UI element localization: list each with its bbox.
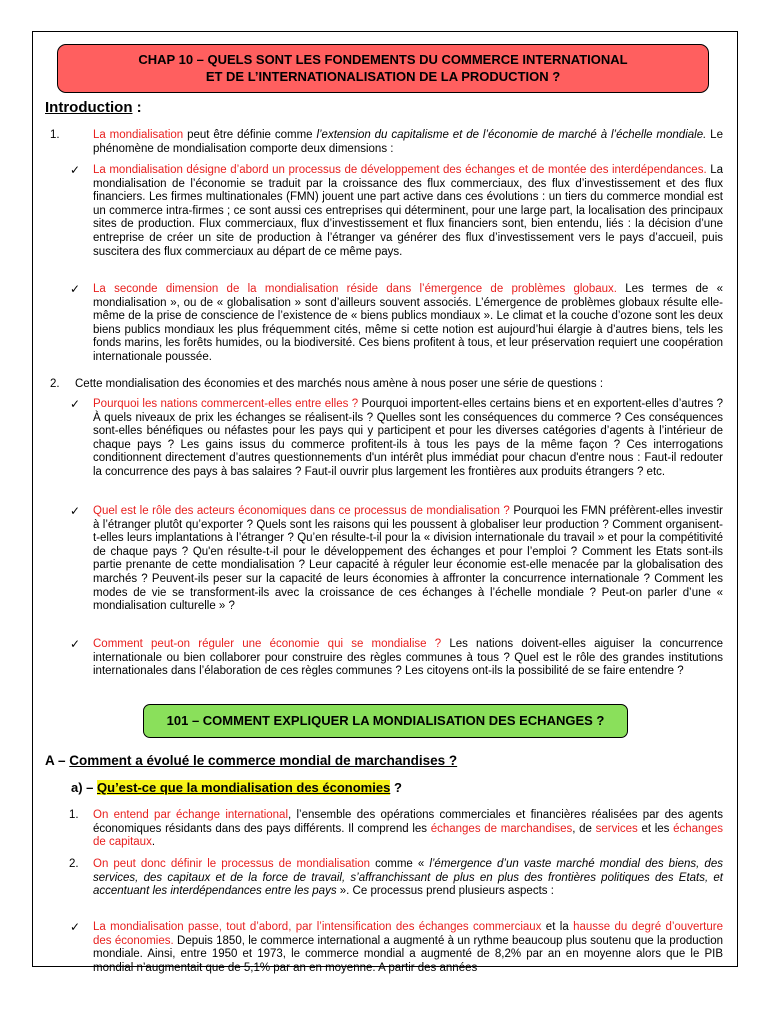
- bullet-5-paragraph: Comment peut-on réguler une économie qui se mondialise ? Les nations doivent-elles aiguiser la concurrence internationale ou bien collaborer pour construire des règles communes à tous ? Quel est le rôle des grandes institutions internationales dans l’élaboration de ces règles communes ? Les citoyens ont-ils la possibilité de se faire entendre ?: [93, 638, 723, 678]
- chapter-title-box: [57, 44, 709, 93]
- section-101-title: 101 – COMMENT EXPLIQUER LA MONDIALISATION DES ECHANGES ?: [143, 704, 628, 738]
- bullet-2-paragraph: La seconde dimension de la mondialisation réside dans l’émergence de problèmes globaux. Les termes de « mondialisation », ou de « globalisation » sont d’ailleurs souvent associés. L’émergence de problèmes globaux résulte elle-même de la prise de conscience de l’existence de « biens publics mondiaux ». Le climat et la couche d’ozone sont les deux biens publics mondiaux les plus fréquemment cités, même si cette notion est aujourd’hui élargie à d’autres biens, tels les fonds marins, les forêts humides, ou la biodiversité. Ces biens profitent à tous, et leur préservation requiert une coopération internationale poussée.: [93, 283, 723, 363]
- section-a-heading: A – Comment a évolué le commerce mondial de marchandises ?: [45, 753, 458, 768]
- bullet-6-paragraph: La mondialisation passe, tout d’abord, par l’intensification des échanges commerciaux et la hausse du degré d’ouverture des économies. Depuis 1850, le commerce international a augmenté à un rythme beaucoup plus soutenu que la production mondiale. Ainsi, entre 1950 et 1973, le commerce mondial a augmenté de 8,2% par an en moyenne alors que le PIB mondial n’augmentait que de 5,1% par an en moyenne. A partir des années: [93, 921, 723, 974]
- check-icon: ✓: [70, 637, 81, 651]
- intro-heading: Introduction :: [45, 99, 142, 116]
- item-1-paragraph: La mondialisation peut être définie comme l’extension du capitalisme et de l’économie de marché à l’échelle mondiale. Le phénomène de mondialisation comporte deux dimensions :: [93, 129, 723, 155]
- check-icon: ✓: [70, 920, 81, 934]
- item-2-number: 2.: [50, 378, 60, 390]
- check-icon: ✓: [70, 282, 81, 296]
- check-icon: ✓: [70, 504, 81, 518]
- chapter-title-line-2: ET DE L’INTERNATIONALISATION DE LA PRODUCTION ?: [205, 69, 561, 84]
- item-1-number: 1.: [50, 129, 60, 141]
- subsection-a-heading: a) – Qu’est-ce que la mondialisation des économies ?: [71, 780, 402, 795]
- item-a2-paragraph: On peut donc définir le processus de mondialisation comme « l’émergence d’un vaste marché mondial des biens, des services, des capitaux et de la force de travail, s’affranchissant de plus en plus des frontières politiques des Etats, et accentuant les interdépendances entre les pays ». Ce processus prend plusieurs aspects :: [93, 858, 723, 898]
- document-page: [32, 31, 738, 974]
- check-icon: ✓: [70, 163, 81, 177]
- item-a1-paragraph: On entend par échange international, l’ensemble des opérations commerciales et financières réalisées par des agents économiques résidants dans des pays différents. Il comprend les échanges de marchandises, de services et les échanges de capitaux.: [93, 809, 723, 849]
- chapter-title-line-1: CHAP 10 – QUELS SONT LES FONDEMENTS DU COMMERCE INTERNATIONAL: [138, 52, 628, 67]
- check-icon: ✓: [70, 397, 81, 411]
- bullet-4-paragraph: Quel est le rôle des acteurs économiques dans ce processus de mondialisation ? Pourquoi les FMN préfèrent-elles investir à l’étranger plutôt qu’exporter ? Quels sont les raisons qui les poussent à globaliser leur production ? Comment organisent-t-elles leurs implantations à l’étranger ? Qu’en résulte-t-il pour la « division internationale du travail » et pour la compétitivité de chaque pays ? Qu'en résulte-t-il pour le développement des échanges et pour l’emploi ? Comment les Etats sont-ils partie prenante de cette mondialisation ? Leur capacité à réguler leur économie est-elle menacée par la globalisation des marchés ? Peuvent-ils peser sur la capacité de leurs économies à affronter la concurrence internationale ? Comment les modes de vie se transforment-ils avec la croissance de ces échanges à l’échelle mondiale ? Peut-on parler d’une « mondialisation culturelle » ?: [93, 505, 723, 613]
- bullet-3-paragraph: Pourquoi les nations commercent-elles entre elles ? Pourquoi importent-elles certains biens et en exportent-elles d’autres ? À quels niveaux de prix les échanges se réalisent-ils ? Quelles sont les conséquences du commerce ? Ces conséquences sont-elles bénéfiques ou néfastes pour les pays qui y participent et pour les diverses catégories d’agents à l’intérieur de chaque pays ? Les gains issus du commerce profitent-ils à tous les pays de la même façon ? Ces interrogations conditionnent directement d’autres questionnements d'un intérêt plus immédiat pour chacun d'entre nous : Faut-il redouter la concurrence des pays à bas salaires ? Faut-il ouvrir plus largement les frontières aux produits étrangers ? etc.: [93, 398, 724, 478]
- bullet-1-paragraph: La mondialisation désigne d’abord un processus de développement des échanges et de montée des interdépendances. La mondialisation de l’économie se traduit par la croissance des flux commerciaux, des flux d’investissement et des flux financiers. Les firmes multinationales (FMN) jouent une part active dans ces évolutions : un tiers du commerce mondial est un commerce intra-firmes ; ce sont aussi ces entreprises qui déterminent, pour une large part, la localisation des principaux sites de production. Flux commerciaux, flux d’investissement et flux financiers sont, bien entendu, liés : la décision d’une entreprise de créer un site de production à l’étranger va générer des flux d’investissement vers le pays d’accueil, puis suscitera des flux commerciaux au départ de ce même pays.: [93, 164, 723, 258]
- item-a1-number: 1.: [69, 809, 79, 821]
- item-2-paragraph: Cette mondialisation des économies et des marchés nous amène à nous poser une série de questions :: [75, 378, 604, 390]
- item-a2-number: 2.: [69, 858, 79, 870]
